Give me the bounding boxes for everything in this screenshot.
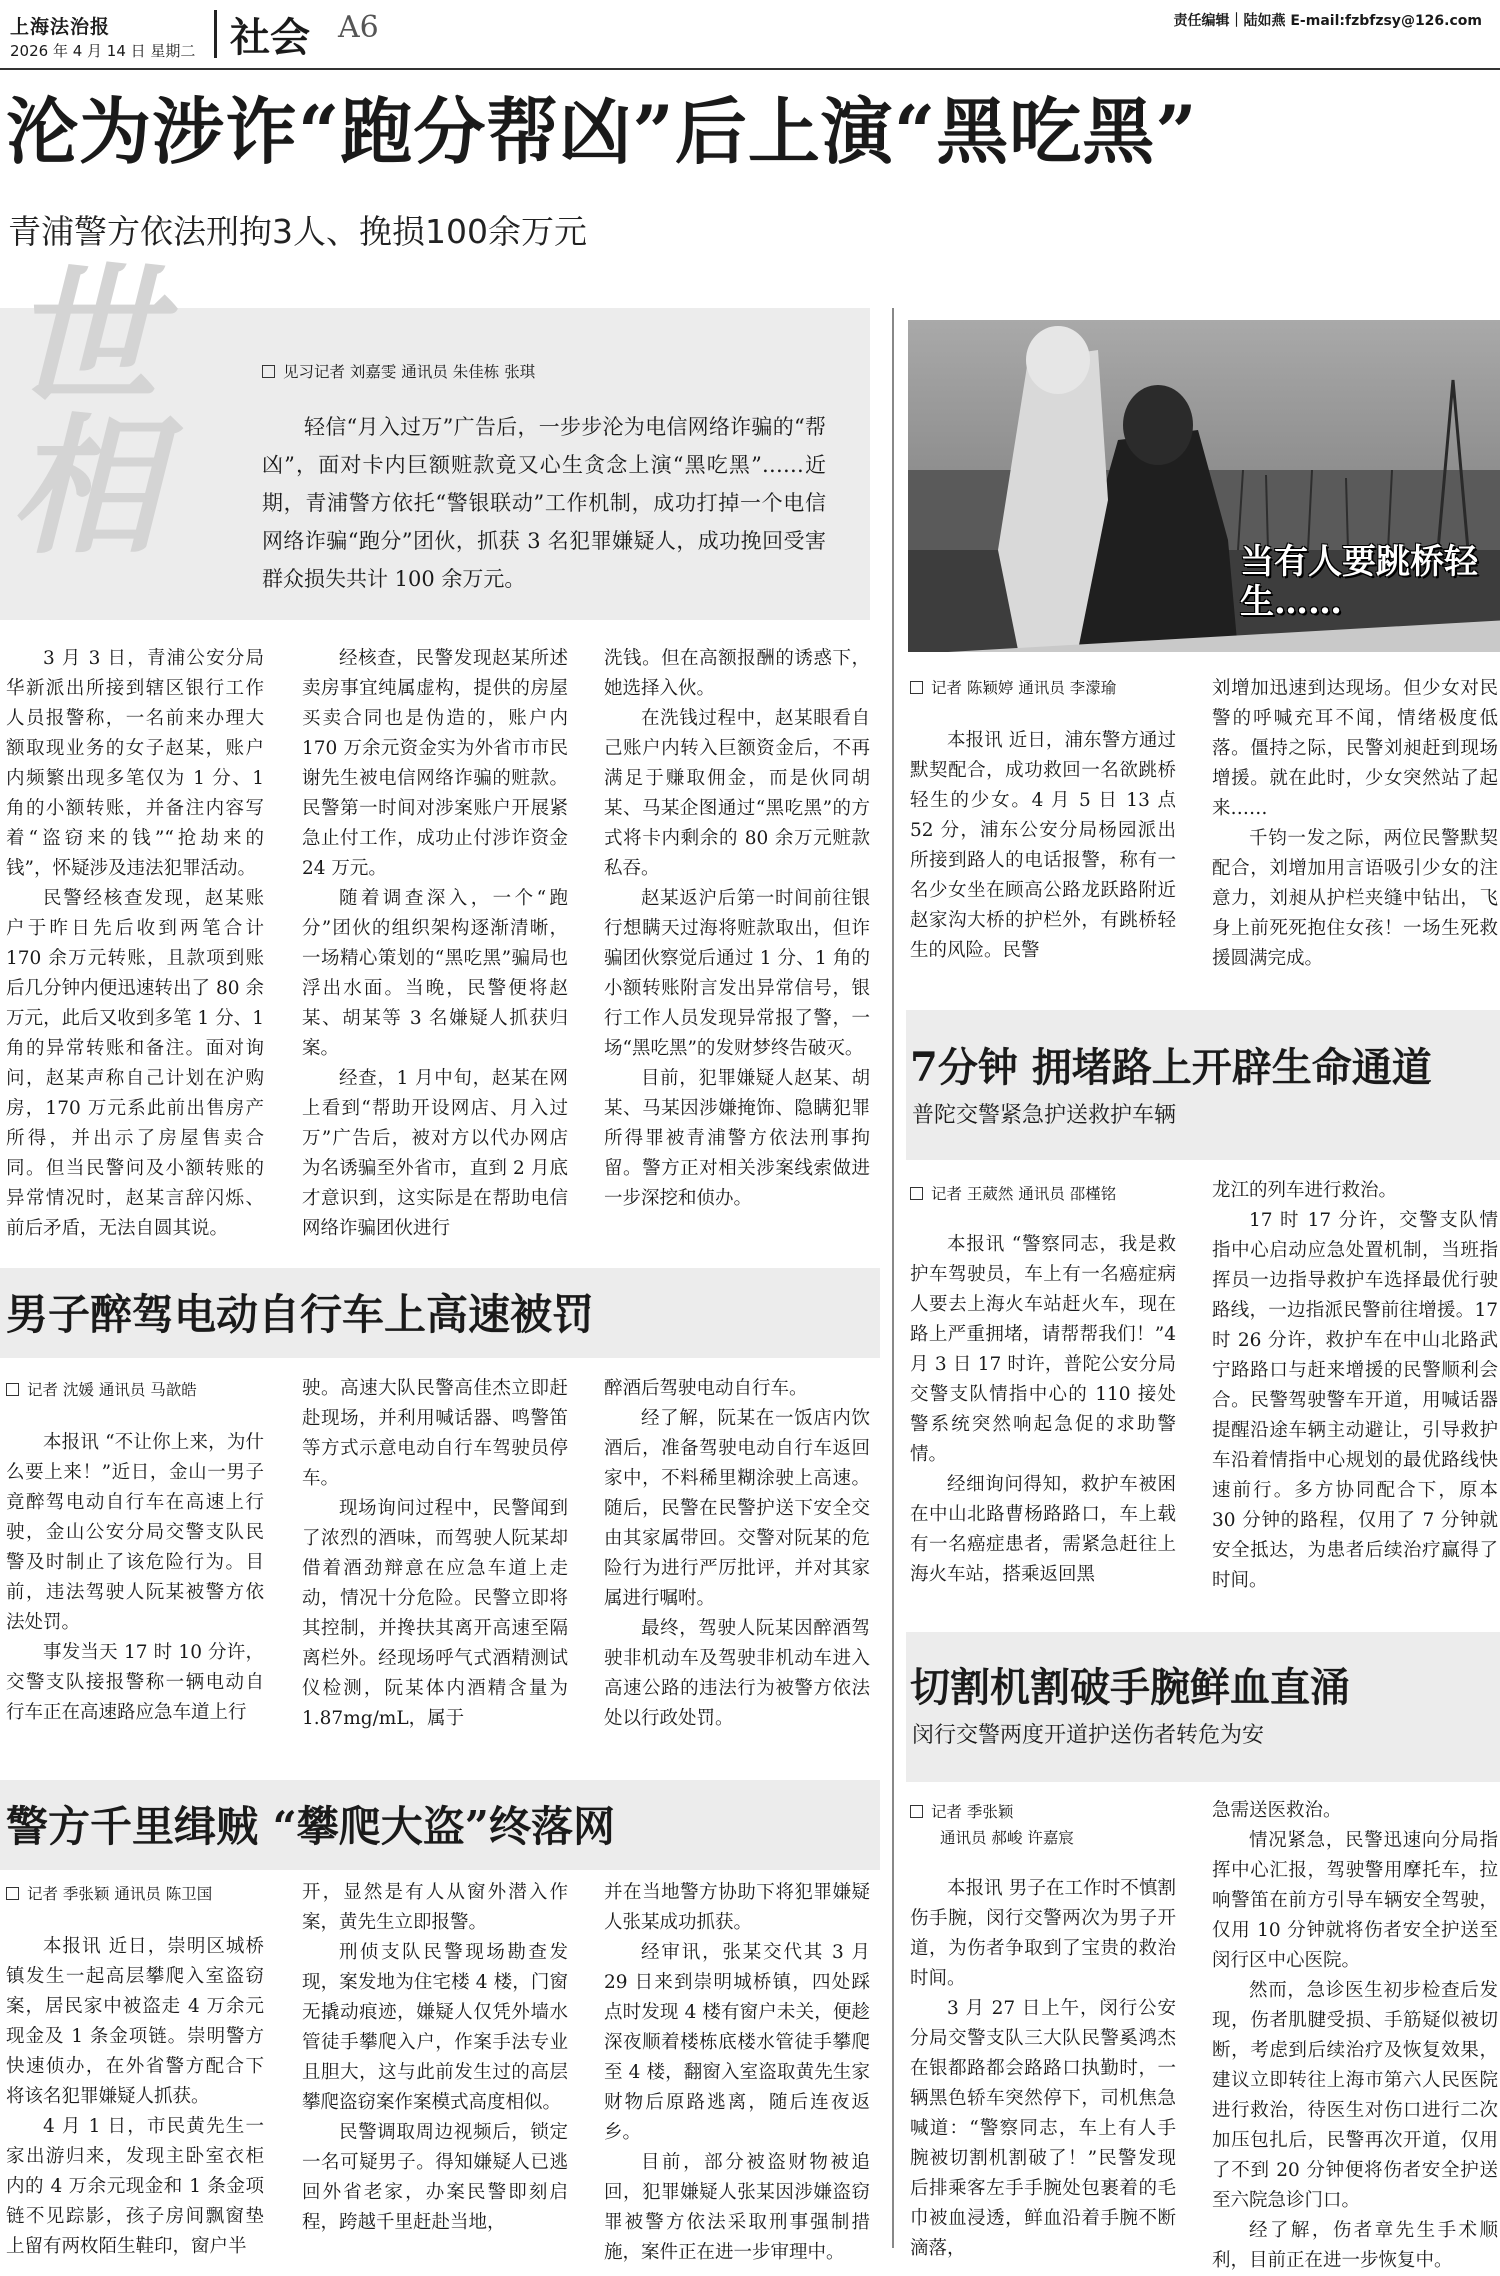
lead-byline-text: 见习记者 刘嘉雯 通讯员 朱佳栋 张琪 xyxy=(283,363,536,381)
paragraph: 经核查，民警发现赵某所述卖房事宜纯属虚构，提供的房屋买卖合同也是伪造的，账户内 170 万余元资金实为外省市市民谢先生被电信网络诈骗的赃款。民警第一时间对涉案账户开展紧急止付工作，成功止付涉诈资金 24 万元。 xyxy=(302,648,568,879)
lead-column-3 xyxy=(604,644,870,1214)
paragraph: 然而，急诊医生初步检查后发现，伤者肌腱受损、手筋疑似被切断，考虑到后续治疗及恢复效果，建议立即转往上海市第六人民医院进行救治，待医生对伤口进行二次加压包扎后，民警再次开道，仅用了不到 20 分钟便将伤者安全护送至六院急诊门口。 xyxy=(1212,1980,1498,2211)
masthead-rule xyxy=(0,68,1500,70)
issue-date: 2026 年 4 月 14 日 星期二 xyxy=(10,42,196,60)
burglar-column-2 xyxy=(302,1878,568,2238)
wrist-column-2 xyxy=(1212,1796,1498,2276)
drunk-byline xyxy=(6,1378,197,1400)
paragraph: 事发当天 17 时 10 分许，交警支队接报警称一辆电动自行车正在高速路应急车道上行 xyxy=(6,1642,264,1723)
lead-text: 轻信“月入过万”广告后，一步步沦为电信网络诈骗的“帮凶”，面对卡内巨额赃款竟又心生贪念上演“黑吃黑”……近期，青浦警方依托“警银联动”工作机制，成功打掉一个电信网络诈骗“跑分”团伙，抓获 3 名犯罪嫌疑人，成功挽回受害群众损失共计 100 余万元。 xyxy=(262,415,826,591)
lead-column-2 xyxy=(302,644,568,1244)
photo-byline-text: 记者 陈颖婷 通讯员 李濛瑜 xyxy=(931,679,1117,697)
byline-box-icon xyxy=(910,1805,923,1818)
ambulance-headline: 7分钟 拥堵路上开辟生命通道 xyxy=(910,1044,1432,1091)
byline-box-icon xyxy=(910,1187,923,1200)
paragraph: 目前，部分被盗财物被追回，犯罪嫌疑人张某因涉嫌盗窃罪被警方依法采取刑事强制措施，案件正在进一步审理中。 xyxy=(604,2152,870,2263)
paragraph: 经了解，伤者章先生手术顺利，目前正在进一步恢复中。 xyxy=(1212,2220,1498,2271)
paragraph: 4 月 1 日，市民黄先生一家出游归来，发现主卧室衣柜内的 4 万余元现金和 1 条金项链不见踪影，孩子房间飘窗垫上留有两枚陌生鞋印，窗户半 xyxy=(6,2116,264,2257)
photo-column-2 xyxy=(1212,674,1498,974)
paragraph: 赵某返沪后第一时间前往银行想瞒天过海将赃款取出，但诈骗团伙察觉后通过 1 分、1 角的小额转账附言发出异常信号，银行工作人员发现异常报了警，一场“黑吃黑”的发财梦终告破灭。 xyxy=(604,888,870,1059)
ambulance-column-1 xyxy=(910,1230,1176,1590)
paragraph: 3 月 3 日，青浦公安分局华新派出所接到辖区银行工作人员报警称，一名前来办理大额取现业务的女子赵某，账户内频繁出现多笔仅为 1 分、1 角的小额转账，并备注内容写着“盗窃来的钱”“抢劫来的钱”，怀疑涉及违法犯罪活动。 xyxy=(6,648,264,879)
wrist-byline-line2: 通讯员 郝峻 许嘉宸 xyxy=(940,1829,1074,1847)
paragraph: 在洗钱过程中，赵某眼看自己账户内转入巨额资金后，不再满足于赚取佣金，而是伙同胡某、马某企图通过“黑吃黑”的方式将卡内剩余的 80 余万元赃款私吞。 xyxy=(604,708,870,879)
wrist-column-1 xyxy=(910,1874,1176,2264)
editor-credit: 责任编辑｜陆如燕 E-mail:fzbfzsy@126.com xyxy=(1173,13,1482,29)
paragraph: 本报讯 “不让你上来，为什么要上来！”近日，金山一男子竟醉驾电动自行车在高速上行驶，金山公安分局交警支队民警及时制止了该危险行为。目前，违法驾驶人阮某被警方依法处罚。 xyxy=(6,1432,264,1633)
drunk-column-2 xyxy=(302,1374,568,1734)
burglar-byline xyxy=(6,1882,212,1904)
byline-box-icon xyxy=(6,1383,19,1396)
photo-caption: 当有人要跳桥轻生…… xyxy=(1240,542,1478,622)
byline-box-icon xyxy=(910,681,923,694)
lead-headline: 沦为涉诈“跑分帮凶”后上演“黑吃黑” xyxy=(6,89,1198,174)
paragraph: 醉酒后驾驶电动自行车。 xyxy=(604,1378,808,1399)
column-divider xyxy=(892,308,894,2248)
lead-paragraph xyxy=(262,408,826,598)
lead-column-1 xyxy=(6,644,264,1244)
paragraph: 并在当地警方协助下将犯罪嫌疑人张某成功抓获。 xyxy=(604,1882,870,1933)
burglar-headline: 警方千里缉贼 “攀爬大盗”终落网 xyxy=(6,1802,615,1851)
drunk-byline-text: 记者 沈媛 通讯员 马歆皓 xyxy=(27,1381,197,1399)
wrist-subhead: 闵行交警两度开道护送伤者转危为安 xyxy=(912,1723,1265,1748)
paragraph: 目前，犯罪嫌疑人赵某、胡某、马某因涉嫌掩饰、隐瞒犯罪所得罪被青浦警方依法刑事拘留。警方正对相关涉案线索做进一步深挖和侦办。 xyxy=(604,1068,870,1209)
photo-byline xyxy=(910,676,1116,698)
ambulance-column-2 xyxy=(1212,1176,1498,1596)
paragraph: 民警调取周边视频后，锁定一名可疑男子。得知嫌疑人已逃回外省老家，办案民警即刻启程，跨越千里赶赴当地， xyxy=(302,2122,568,2233)
paragraph: 情况紧急，民警迅速向分局指挥中心汇报，驾驶警用摩托车，拉响警笛在前方引导车辆安全驾驶，仅用 10 分钟就将伤者安全护送至闵行区中心医院。 xyxy=(1212,1830,1498,1971)
wrist-byline xyxy=(910,1800,1013,1822)
newspaper-logo: 上海法治报 xyxy=(10,16,111,38)
section-name: 社会 xyxy=(230,14,310,61)
paragraph: 3 月 27 日上午，闵行公安分局交警支队三大队民警奚鸿杰在银都路都会路路口执勤时，一辆黑色轿车突然停下，司机焦急喊道：“警察同志，车上有人手腕被切割机割破了！”民警发现后排乘客左手手腕处包裹着的毛巾被血浸透，鲜血沿着手腕不断滴落， xyxy=(910,1998,1176,2259)
byline-box-icon xyxy=(6,1887,19,1900)
paragraph: 最终，驾驶人阮某因醉酒驾驶非机动车及驾驶非机动车进入高速公路的违法行为被警方依法处以行政处罚。 xyxy=(604,1618,870,1729)
burglar-byline-text: 记者 季张颖 通讯员 陈卫国 xyxy=(27,1885,213,1903)
paragraph: 驶。高速大队民警高佳杰立即赶赴现场，并利用喊话器、鸣警笛等方式示意电动自行车驾驶员停车。 xyxy=(302,1378,568,1489)
paragraph: 开，显然是有人从窗外潜入作案，黄先生立即报警。 xyxy=(302,1882,568,1933)
paragraph: 本报讯 近日，浦东警方通过默契配合，成功救回一名欲跳桥轻生的少女。4 月 5 日 13 点 52 分，浦东公安分局杨园派出所接到路人的电话报警，称有一名少女坐在顾高公路龙跃路附近赵家沟大桥的护栏外，有跳桥轻生的风险。民警 xyxy=(910,730,1176,961)
burglar-column-1 xyxy=(6,1932,264,2262)
column-tag-watermark: 世相 xyxy=(10,249,161,575)
paragraph: 急需送医救治。 xyxy=(1212,1800,1342,1821)
ambulance-byline xyxy=(910,1182,1116,1204)
paragraph: 本报讯 男子在工作时不慎割伤手腕，闵行交警两次为男子开道，为伤者争取到了宝贵的救治时间。 xyxy=(910,1878,1176,1989)
paragraph: 本报讯 “警察同志，我是救护车驾驶员，车上有一名癌症病人要去上海火车站赶火车，现在路上严重拥堵，请帮帮我们！”4 月 3 日 17 时许，普陀公安分局交警支队情指中心的 110 接处警系统突然响起急促的求助警情。 xyxy=(910,1234,1176,1465)
drunk-headline: 男子醉驾电动自行车上高速被罚 xyxy=(6,1290,595,1339)
paragraph: 民警经核查发现，赵某账户于昨日先后收到两笔合计 170 余万元转账，且款项到账后几分钟内便迅速转出了 80 余万元，此后又收到多笔 1 分、1 角的异常转账和备注。面对询问，赵某声称自己计划在沪购房，170 万元系此前出售房产所得，并出示了房屋售卖合同。但当民警问及小额转账的异常情况时，赵某言辞闪烁、前后矛盾，无法自圆其说。 xyxy=(6,888,264,1239)
paragraph: 刘增加迅速到达现场。但少女对民警的呼喊充耳不闻，情绪极度低落。僵持之际，民警刘昶赶到现场增援。就在此时，少女突然站了起来…… xyxy=(1212,678,1498,819)
wrist-byline-line1: 记者 季张颖 xyxy=(931,1803,1014,1821)
photo-column-1 xyxy=(910,726,1176,966)
paragraph: 洗钱。但在高额报酬的诱惑下，她选择入伙。 xyxy=(604,648,870,699)
wrist-headline: 切割机割破手腕鲜血直涌 xyxy=(910,1664,1350,1711)
paragraph: 现场询问过程中，民警闻到了浓烈的酒味，而驾驶人阮某却借着酒劲辩意在应急车道上走动，情况十分危险。民警立即将其控制，并搀扶其离开高速至隔离栏外。经现场呼气式酒精测试仪检测，阮某体内酒精含量为 1.87mg/mL，属于 xyxy=(302,1498,568,1729)
paragraph: 龙江的列车进行救治。 xyxy=(1212,1180,1398,1201)
lead-byline xyxy=(262,360,535,382)
paragraph: 本报讯 近日，崇明区城桥镇发生一起高层攀爬入室盗窃案，居民家中被盗走 4 万余元现金及 1 条金项链。崇明警方快速侦办，在外省警方配合下将该名犯罪嫌疑人抓获。 xyxy=(6,1936,264,2107)
page-number: A6 xyxy=(338,10,379,45)
paragraph: 经审讯，张某交代其 3 月 29 日来到崇明城桥镇，四处踩点时发现 4 楼有窗户未关，便趁深夜顺着楼栋底楼水管徒手攀爬至 4 楼，翻窗入室盗取黄先生家财物后原路逃离，随后连夜返乡。 xyxy=(604,1942,870,2143)
burglar-column-3 xyxy=(604,1878,870,2268)
drunk-column-3 xyxy=(604,1374,870,1734)
masthead-divider xyxy=(214,10,217,58)
ambulance-subhead: 普陀交警紧急护送救护车辆 xyxy=(912,1103,1177,1128)
paragraph: 刑侦支队民警现场勘查发现，案发地为住宅楼 4 楼，门窗无撬动痕迹，嫌疑人仅凭外墙水管徒手攀爬入户，作案手法专业且胆大，这与此前发生过的高层攀爬盗窃案作案模式高度相似。 xyxy=(302,1942,568,2113)
ambulance-byline-text: 记者 王葳然 通讯员 邵槿铭 xyxy=(931,1185,1117,1203)
paragraph: 经细询问得知，救护车被困在中山北路曹杨路路口，车上载有一名癌症患者，需紧急赶往上海火车站，搭乘返回黑 xyxy=(910,1474,1176,1585)
byline-box-icon xyxy=(262,365,275,378)
paragraph: 经查，1 月中旬，赵某在网上看到“帮助开设网店、月入过万”广告后，被对方以代办网店为名诱骗至外省市，直到 2 月底才意识到，这实际是在帮助电信网络诈骗团伙进行 xyxy=(302,1068,568,1239)
paragraph: 千钧一发之际，两位民警默契配合，刘增加用言语吸引少女的注意力，刘昶从护栏夹缝中钻出，飞身上前死死抱住女孩！一场生死救援圆满完成。 xyxy=(1212,828,1498,969)
paragraph: 经了解，阮某在一饭店内饮酒后，准备驾驶电动自行车返回家中，不料稀里糊涂驶上高速。随后，民警在民警护送下安全交由其家属带回。交警对阮某的危险行为进行严厉批评，并对其家属进行嘱咐。 xyxy=(604,1408,870,1609)
paragraph: 随着调查深入，一个“跑分”团伙的组织架构逐渐清晰，一场精心策划的“黑吃黑”骗局也浮出水面。当晚，民警便将赵某、胡某等 3 名嫌疑人抓获归案。 xyxy=(302,888,568,1059)
paragraph: 17 时 17 分许，交警支队情指中心启动应急处置机制，当班指挥员一边指导救护车选择最优行驶路线，一边指派民警前往增援。17 时 26 分许，救护车在中山北路武宁路路口与赶来增援的民警顺利会合。民警驾驶警车开道，用喊话器提醒沿途车辆主动避让，引导救护车沿着情指中心规划的最优路线快速前行。多方协同配合下，原本 30 分钟的路程，仅用了 7 分钟就安全抵达，为患者后续治疗赢得了时间。 xyxy=(1212,1210,1498,1591)
lead-subhead: 青浦警方依法刑拘3人、挽损100余万元 xyxy=(8,212,587,251)
drunk-column-1 xyxy=(6,1428,264,1728)
